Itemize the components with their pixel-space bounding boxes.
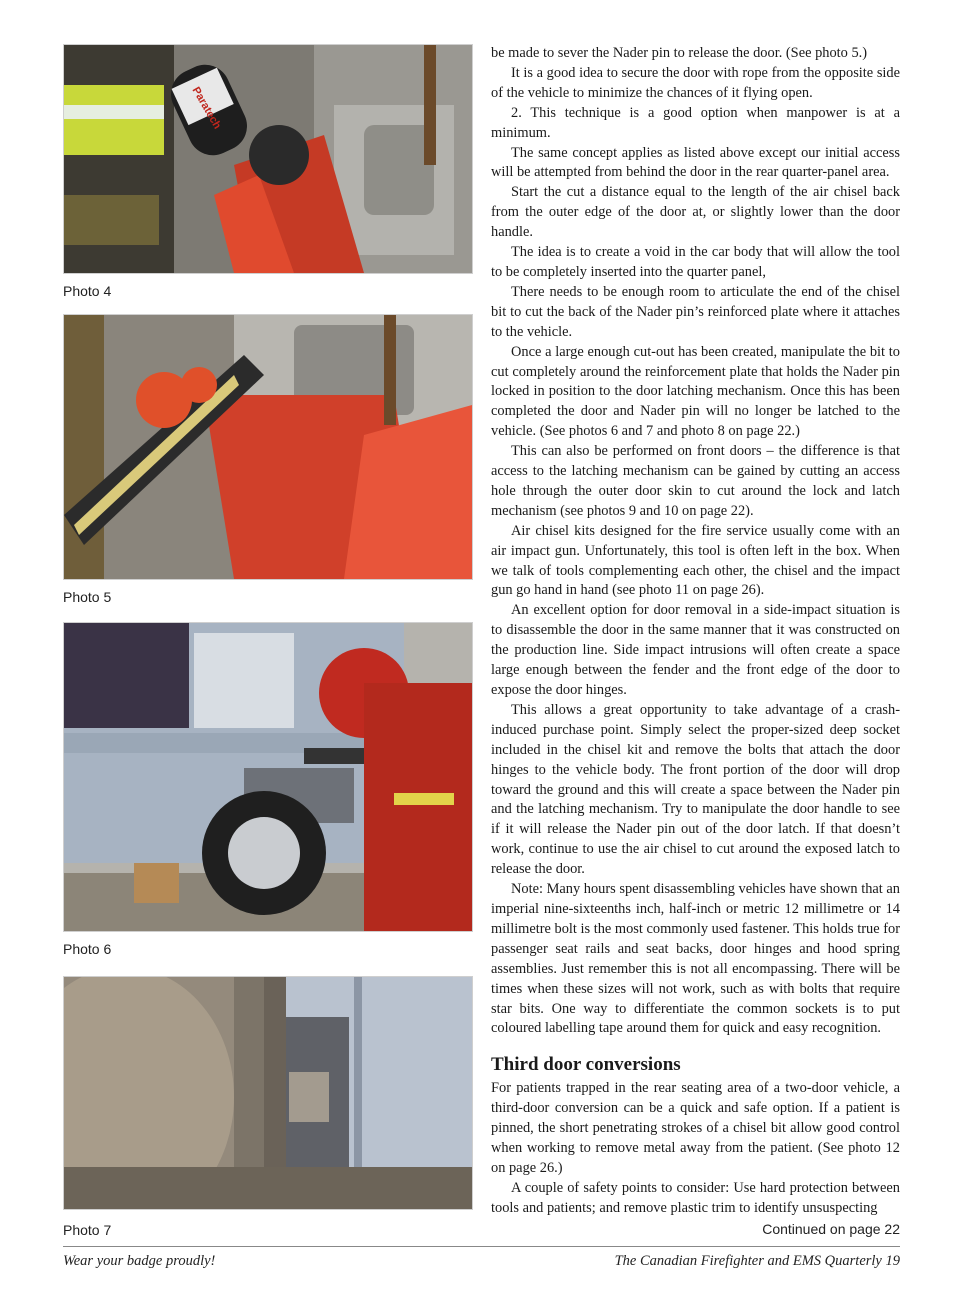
paragraph: An excellent option for door removal in a side-impact situation is to disassemble the door in the same manner that it was constructed on the production line. Side impact intrusions will often create a space large enough between the fender and the front edge of the door to expose the door hinges. — [491, 602, 900, 698]
photo-5-caption: Photo 5 — [63, 589, 112, 605]
footer-tagline: Wear your badge proudly! — [63, 1253, 216, 1269]
paragraph: The same concept applies as listed above except our initial access will be attempted from behind the door in the rear quarter-panel area. — [491, 144, 900, 181]
photo-4-caption: Photo 4 — [63, 283, 112, 299]
photo-7-image — [64, 977, 472, 1209]
paragraph: The idea is to create a void in the car body that will allow the tool to be completely inserted into the quarter panel, — [491, 244, 900, 280]
paragraph: This allows a great opportunity to take advantage of a crash-induced purchase point. Simply select the proper-sized deep socket included in the chisel kit and remove the bolts that attach the door hinges to the vehicle body. The front portion of the door will drop toward the ground and this will create a space between the Nader pin and the latching mechanism. Try to manipulate the door handle to see if it will release the Nader pin out of the door latch. If that doesn’t work, continue to use the air chisel to cut around the exposed latch to release the door. — [491, 701, 900, 878]
photo-6-caption: Photo 6 — [63, 941, 112, 957]
photo-5 — [63, 314, 473, 580]
paragraph: A couple of safety points to consider: Use hard protection between tools and patients; and remove plastic trim to identify unsuspecting — [491, 1179, 900, 1216]
photo-6 — [63, 622, 473, 932]
paragraph: Start the cut a distance equal to the length of the air chisel back from the outer edge of the door at, or slightly lower than the door handle. — [491, 184, 900, 241]
photo-5-image — [64, 315, 472, 579]
paragraph: be made to sever the Nader pin to release the door. (See photo 5.) — [491, 45, 868, 61]
paragraph: Once a large enough cut-out has been created, manipulate the bit to cut completely around the reinforcement plate that holds the Nader pin locked in position to the door latching mechanism. Once this has been completed the door and Nader pin will no longer be latched to the vehicle. (See photos 6 and 7 and photo 8 on page 22.) — [491, 343, 900, 440]
article-body — [491, 44, 900, 1219]
photo-4-image — [64, 45, 472, 273]
photo-6-image — [64, 623, 472, 931]
paragraph: This can also be performed on front doors – the difference is that access to the latching mechanism can be gained by cutting an access hole through the outer door skin to cut around the lock and latch mechanism (see photos 9 and 10 on page 22). — [491, 443, 900, 519]
footer-rule — [63, 1246, 900, 1247]
photo-7-caption: Photo 7 — [63, 1222, 112, 1238]
tool-brand-label: Paratech — [189, 85, 224, 132]
footer-publication-page: The Canadian Firefighter and EMS Quarterly 19 — [614, 1253, 900, 1269]
paragraph: There needs to be enough room to articulate the end of the chisel bit to cut the back of the Nader pin’s reinforced plate where it attaches to the vehicle. — [491, 283, 900, 340]
section-heading: Third door conversions — [491, 1054, 681, 1076]
photo-7 — [63, 976, 473, 1210]
paragraph: Air chisel kits designed for the fire service usually come with an air impact gun. Unfortunately, this tool is often left in the box. When we talk of tools complementing each other, the chisel and the impact gun go hand in hand (see photo 11 on page 26). — [491, 522, 900, 599]
continued-note: Continued on page 22 — [762, 1221, 900, 1237]
paragraph: Note: Many hours spent disassembling vehicles have shown that an imperial nine-sixteenths inch, half-inch or metric 12 millimetre or 14 millimetre bolt is the most commonly used fastener. This holds true for passenger seat rails and seat backs, door hinges and hood spring assemblies. Just remember this is not all encompassing. There will be times when these sizes will not work, such as with bolts that require star bits. One way to differentiate the common sockets is to put coloured labelling tape around them for quick and easy recognition. — [491, 881, 901, 1037]
photo-4 — [63, 44, 473, 274]
paragraph: It is a good idea to secure the door with rope from the opposite side of the vehicle to minimize the chances of it flying open. — [491, 64, 900, 101]
paragraph: 2. This technique is a good option when manpower is at a minimum. — [491, 104, 900, 141]
paragraph: For patients trapped in the rear seating area of a two-door vehicle, a third-door conversion can be a quick and safe option. If a patient is pinned, the short penetrating strokes of a chisel bit allow good control when working to remove metal away from the patient. (See photo 12 on page 26.) — [491, 1080, 900, 1176]
